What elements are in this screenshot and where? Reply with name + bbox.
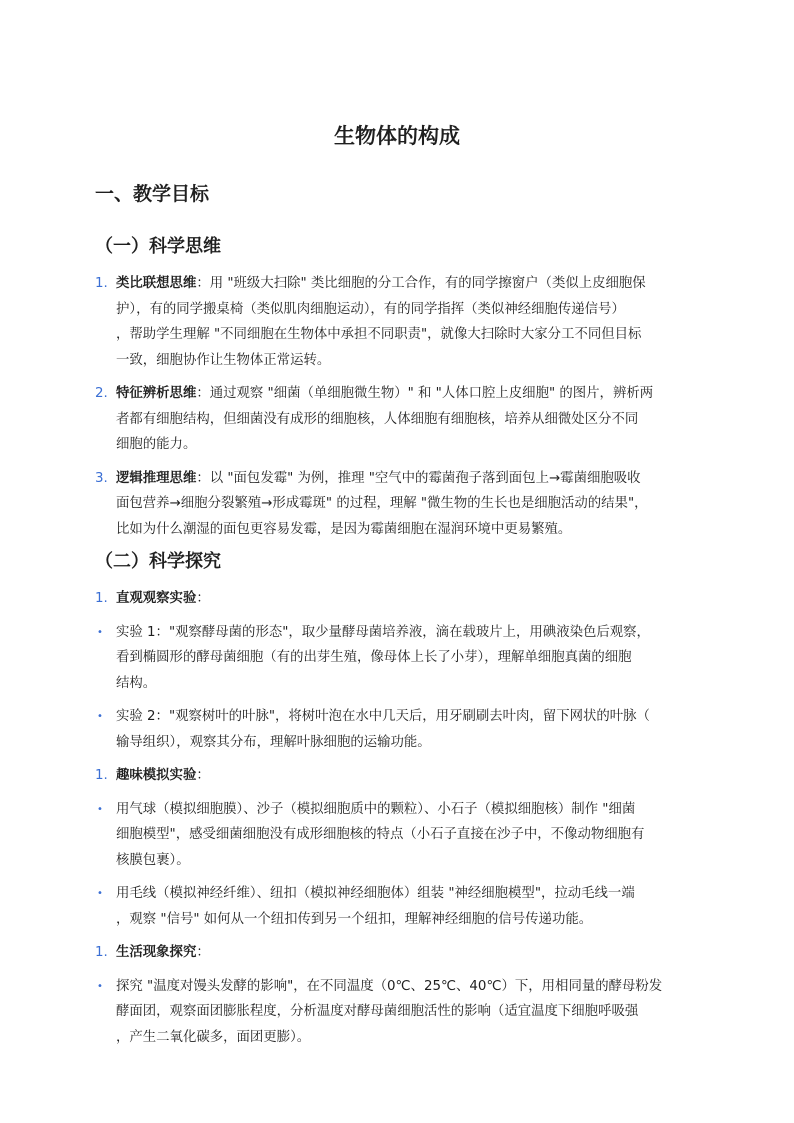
list-number: 1. [95,276,108,291]
list-item-line: 酵面团，观察面团膨胀程度，分析温度对酵母菌细胞活性的影响（适宜温度下细胞呼吸强 [116,1004,639,1019]
list-item-line: 核膜包裹）。 [116,852,190,868]
group-label-observation: 1. 直观观察实验： [95,586,700,612]
list-item-line: ，产生二氧化碳多，面团更膨）。 [116,1029,311,1045]
list-number: 3. [95,470,108,486]
list-item-line: 特征辨析思维：通过观察 "细菌（单细胞微生物）" 和 "人体口腔上皮细胞" 的图片，辨析两 [116,386,654,401]
list-item-line: 一致，细胞协作让生物体正常运转。 [116,352,331,368]
list-item-line: 实验 1："观察酵母菌的形态"，取少量酵母菌培养液，滴在载玻片上，用碘液染色后观察， [116,624,650,640]
list-number: 1. [95,945,108,960]
bullet-icon: • [97,980,103,992]
bullet-item [95,704,700,755]
list-item-line: 比如为什么潮湿的面包更容易发霉，是因为霉菌细胞在湿润环境中更易繁殖。 [116,521,572,537]
bullet-item [95,974,700,1051]
bullet-icon: • [97,626,103,638]
list-item-line: 实验 2："观察树叶的叶脉"，将树叶泡在水中几天后，用牙刷刷去叶肉，留下网状的叶脉（ [116,709,650,724]
list-number: 2. [95,386,108,401]
list-item-line: 细胞模型"，感受细菌细胞没有成形细胞核的特点（小石子直接在沙子中，不像动物细胞有 [116,827,645,842]
group-label-life-phenomena: 1. 生活现象探究： [95,940,700,966]
group-label-simulation: 1. 趣味模拟实验： [95,763,700,789]
list-item-line: 探究 "温度对馒头发酵的影响"，在不同温度（0℃、25℃、40℃）下，用相同量的酵母粉发 [116,978,663,994]
bullet-item [95,797,700,874]
bullet-item [95,881,700,932]
subsection-heading-scientific-inquiry: （二）科学探究 [95,551,221,572]
list-item-line: ，帮助学生理解 "不同细胞在生物体中承担不同职责"，就像大扫除时大家分工不同但目标 [116,327,642,342]
list-item-line: 用毛线（模拟神经纤维）、纽扣（模拟神经细胞体）组装 "神经细胞模型"，拉动毛线一端 [116,886,635,901]
list-item-line: 结构。 [116,675,157,691]
list-item-line: 逻辑推理思维：以 "面包发霉" 为例，推理 "空气中的霉菌孢子落到面包上→霉菌细胞吸收 [116,470,641,486]
item-term: 类比联想思维 [116,276,197,291]
document-title: 生物体的构成 [334,124,460,148]
subsection-heading-scientific-thinking: （一）科学思维 [95,236,221,257]
list-item-line: 用气球（模拟细胞膜）、沙子（模拟细胞质中的颗粒）、小石子（模拟细胞核）制作 "细菌 [116,801,636,817]
list-item-line: 细胞的能力。 [116,437,197,452]
section-heading-teaching-goals: 一、教学目标 [95,183,210,205]
list-item-line: 面包营养→细胞分裂繁殖→形成霉斑" 的过程，理解 "微生物的生长也是细胞活动的结果"， [116,496,648,511]
scientific-thinking-list [95,271,700,550]
item-term: 逻辑推理思维 [116,470,197,486]
bullet-icon: • [97,888,103,899]
item-term: 特征辨析思维 [116,386,197,401]
list-item-line: 者都有细胞结构，但细菌没有成形的细胞核，人体细胞有细胞核，培养从细微处区分不同 [116,411,639,427]
list-item [95,271,700,373]
list-item-line: ，观察 "信号" 如何从一个纽扣传到另一个纽扣，理解神经细胞的信号传递功能。 [116,911,593,927]
bullet-item [95,620,700,697]
list-item [95,381,700,458]
list-number: 1. [95,591,108,606]
list-item-line: 输导组织），观察其分布，理解叶脉细胞的运输功能。 [116,734,431,750]
bullet-icon: • [97,711,103,722]
list-number: 1. [95,768,108,783]
list-item-line: 护），有的同学搬桌椅（类似肌肉细胞运动），有的同学指挥（类似神经细胞传递信号） [116,301,625,317]
list-item-line: 类比联想思维：用 "班级大扫除" 类比细胞的分工合作，有的同学擦窗户（类似上皮细胞保 [116,276,646,291]
bullet-icon: • [97,803,103,815]
scientific-inquiry-list [95,586,700,1058]
list-item [95,466,700,543]
list-item-line: 看到椭圆形的酵母菌细胞（有的出芽生殖，像母体上长了小芽），理解单细胞真菌的细胞 [116,650,632,665]
